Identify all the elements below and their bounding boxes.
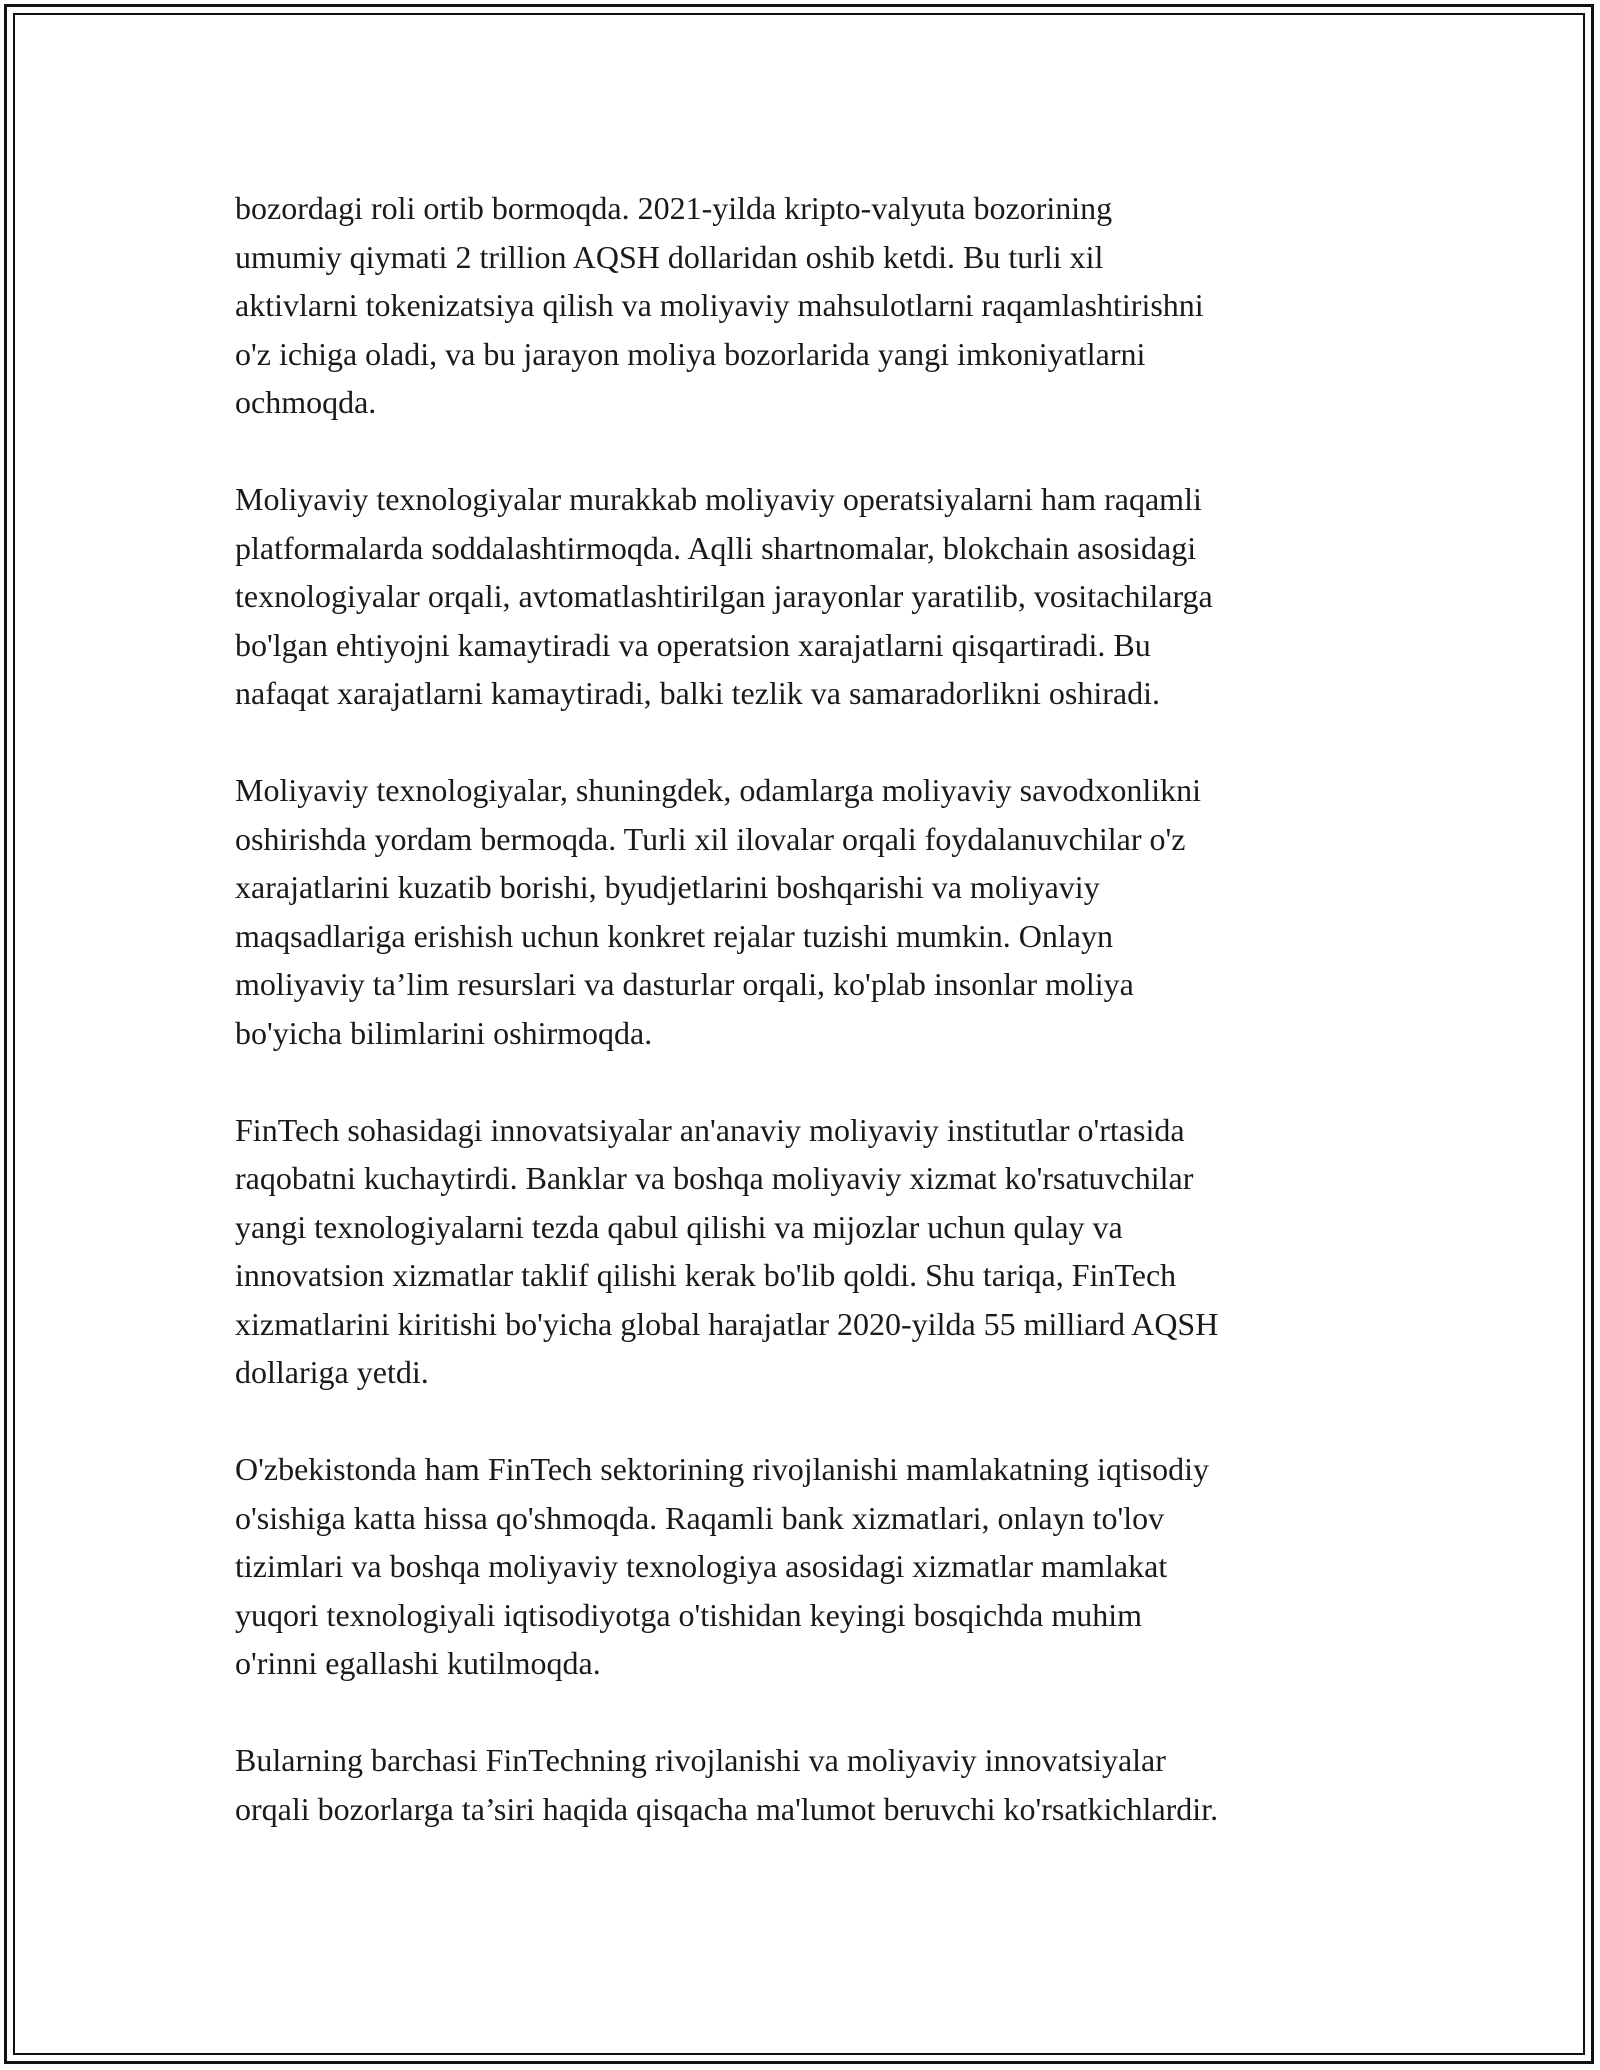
text-line: Moliyaviy texnologiyalar, shuningdek, odamlarga moliyaviy savodxonlikni [235, 772, 1201, 808]
document-body [235, 184, 1385, 1833]
text-line: nafaqat xarajatlarni kamaytiradi, balki tezlik va samaradorlikni oshiradi. [235, 675, 1160, 711]
text-line: maqsadlariga erishish uchun konkret rejalar tuzishi mumkin. Onlayn [235, 917, 1113, 954]
text-line: orqali bozorlarga ta’siri haqida qisqacha ma'lumot beruvchi ko'rsatkichlardir. [235, 1790, 1219, 1827]
text-line: platformalarda soddalashtirmoqda. Aqlli shartnomalar, blokchain asosidagi [235, 529, 1197, 566]
text-line: ochmoqda. [235, 384, 377, 420]
text-line: yuqori texnologiyali iqtisodiyotga o'tishidan keyingi bosqichda muhim [235, 1596, 1143, 1633]
paragraph-6 [235, 1736, 1385, 1833]
text-line: moliyaviy ta’lim resurslari va dasturlar orqali, ko'plab insonlar moliya [235, 966, 1134, 1002]
paragraph-4 [235, 1106, 1385, 1397]
text-line: Moliyaviy texnologiyalar murakkab moliyaviy operatsiyalarni ham raqamli [235, 481, 1202, 517]
paragraph-1 [235, 184, 1385, 427]
text-line: o'sishiga katta hissa qo'shmoqda. Raqamli bank xizmatlari, onlayn to'lov [235, 1499, 1165, 1536]
text-line: O'zbekistonda ham FinTech sektorining rivojlanishi mamlakatning iqtisodiy [235, 1451, 1210, 1487]
text-line: oshirishda yordam bermoqda. Turli xil ilovalar orqali foydalanuvchilar o'z [235, 820, 1186, 857]
text-line: bo'lgan ehtiyojni kamaytiradi va operatsion xarajatlarni qisqartiradi. Bu [235, 626, 1151, 663]
paragraph-2 [235, 475, 1385, 718]
text-line: bozordagi roli ortib bormoqda. 2021-yilda kripto-valyuta bozorining [235, 190, 1113, 226]
text-line: FinTech sohasidagi innovatsiyalar an'anaviy moliyaviy institutlar o'rtasida [235, 1111, 1185, 1148]
paragraph-3 [235, 766, 1385, 1057]
paragraph-5 [235, 1445, 1385, 1688]
text-line: o'rinni egallashi kutilmoqda. [235, 1645, 601, 1681]
text-line: yangi texnologiyalarni tezda qabul qilishi va mijozlar uchun qulay va [235, 1208, 1123, 1245]
text-line: bo'yicha bilimlarini oshirmoqda. [235, 1014, 653, 1051]
text-line: xarajatlarini kuzatib borishi, byudjetlarini boshqarishi va moliyaviy [235, 869, 1100, 905]
text-line: dollariga yetdi. [235, 1354, 429, 1390]
text-line: aktivlarni tokenizatsiya qilish va moliyaviy mahsulotlarni raqamlashtirishni [235, 287, 1204, 323]
text-line: raqobatni kuchaytirdi. Banklar va boshqa moliyaviy xizmat ko'rsatuvchilar [235, 1160, 1194, 1196]
text-line: o'z ichiga oladi, va bu jarayon moliya bozorlarida yangi imkoniyatlarni [235, 335, 1146, 372]
text-line: Bularning barchasi FinTechning rivojlanishi va moliyaviy innovatsiyalar [235, 1742, 1166, 1778]
text-line: xizmatlarini kiritishi bo'yicha global harajatlar 2020-yilda 55 milliard AQSH [235, 1305, 1219, 1342]
text-line: texnologiyalar orqali, avtomatlashtirilgan jarayonlar yaratilib, vositachilarga [235, 578, 1213, 614]
text-line: innovatsion xizmatlar taklif qilishi kerak bo'lib qoldi. Shu tariqa, FinTech [235, 1257, 1177, 1293]
text-line: umumiy qiymati 2 trillion AQSH dollaridan oshib ketdi. Bu turli xil [235, 238, 1104, 275]
text-line: tizimlari va boshqa moliyaviy texnologiya asosidagi xizmatlar mamlakat [235, 1548, 1168, 1584]
